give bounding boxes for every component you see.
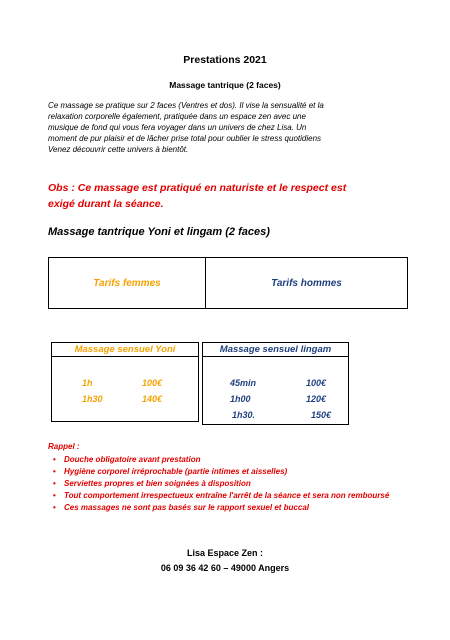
list-item-text: Tout comportement irrespectueux entraîne l'arrêt de la séance et sera non remboursé — [64, 491, 390, 500]
intro-line: moment de pur plaisir et de lâcher prise total pour oublier le stress quotidiens — [48, 134, 322, 143]
tarifs-femmes-cell: Tarifs femmes — [93, 277, 161, 289]
section-heading: Massage tantrique Yoni et lingam (2 faces) — [48, 226, 270, 238]
intro-line: musique de fond qui vous fera voyager dans un univers de chez Lisa. Un — [48, 123, 307, 132]
lingam-duration: 1h30. — [232, 410, 256, 420]
yoni-duration: 1h30 — [82, 394, 103, 404]
intro-line: relaxation corporelle également, pratiquée dans un espace zen avec une — [48, 112, 306, 121]
rappel-title: Rappel : — [48, 442, 80, 451]
tarifs-table — [48, 257, 408, 309]
document-subtitle: Massage tantrique (2 faces) — [169, 80, 281, 90]
lingam-table-header: Massage sensuel lingam — [203, 343, 348, 357]
list-item — [48, 502, 408, 514]
bullet-icon: • — [53, 491, 56, 500]
yoni-table-header: Massage sensuel Yoni — [52, 343, 198, 357]
list-item-text: Hygiène corporel irréprochable (partie intimes et aisselles) — [64, 467, 288, 476]
obs-line: exigé durant la séance. — [48, 197, 164, 210]
rappel-list — [48, 454, 408, 514]
list-item-text: Ces massages ne sont pas basés sur le rapport sexuel et buccal — [64, 503, 309, 512]
lingam-duration: 1h00 — [230, 394, 251, 404]
yoni-price: 140€ — [142, 394, 163, 404]
list-item-text: Douche obligatoire avant prestation — [64, 455, 201, 464]
obs-line: Obs : Ce massage est pratiqué en naturiste et le respect est — [48, 182, 347, 194]
yoni-duration: 1h — [82, 378, 93, 388]
bullet-icon: • — [53, 479, 56, 488]
obs-warning — [48, 181, 408, 212]
contact-phone-address: 06 09 36 42 60 – 49000 Angers — [160, 563, 290, 573]
list-item — [48, 466, 408, 478]
list-item-text: Serviettes propres et bien soignées à disposition — [64, 479, 251, 488]
yoni-price-table — [51, 342, 199, 422]
document-title: Prestations 2021 — [183, 54, 267, 66]
lingam-duration: 45min — [230, 378, 257, 388]
bullet-icon: • — [53, 455, 56, 464]
tarifs-hommes-cell: Tarifs hommes — [271, 277, 342, 289]
yoni-price: 100€ — [142, 378, 163, 388]
lingam-price: 150€ — [311, 410, 332, 420]
list-item — [48, 490, 408, 502]
list-item — [48, 478, 408, 490]
intro-line: Venez découvrir cette univers à bientôt. — [48, 145, 189, 154]
bullet-icon: • — [53, 503, 56, 512]
lingam-price-table — [202, 342, 349, 425]
lingam-price: 120€ — [306, 394, 327, 404]
lingam-price: 100€ — [306, 378, 327, 388]
list-item — [48, 454, 408, 466]
intro-line: Ce massage se pratique sur 2 faces (Ventres et dos). Il vise la sensualité et la — [48, 101, 324, 110]
bullet-icon: • — [53, 467, 56, 476]
contact-block — [0, 546, 450, 576]
contact-name: Lisa Espace Zen : — [186, 548, 264, 558]
intro-paragraph — [48, 100, 408, 155]
